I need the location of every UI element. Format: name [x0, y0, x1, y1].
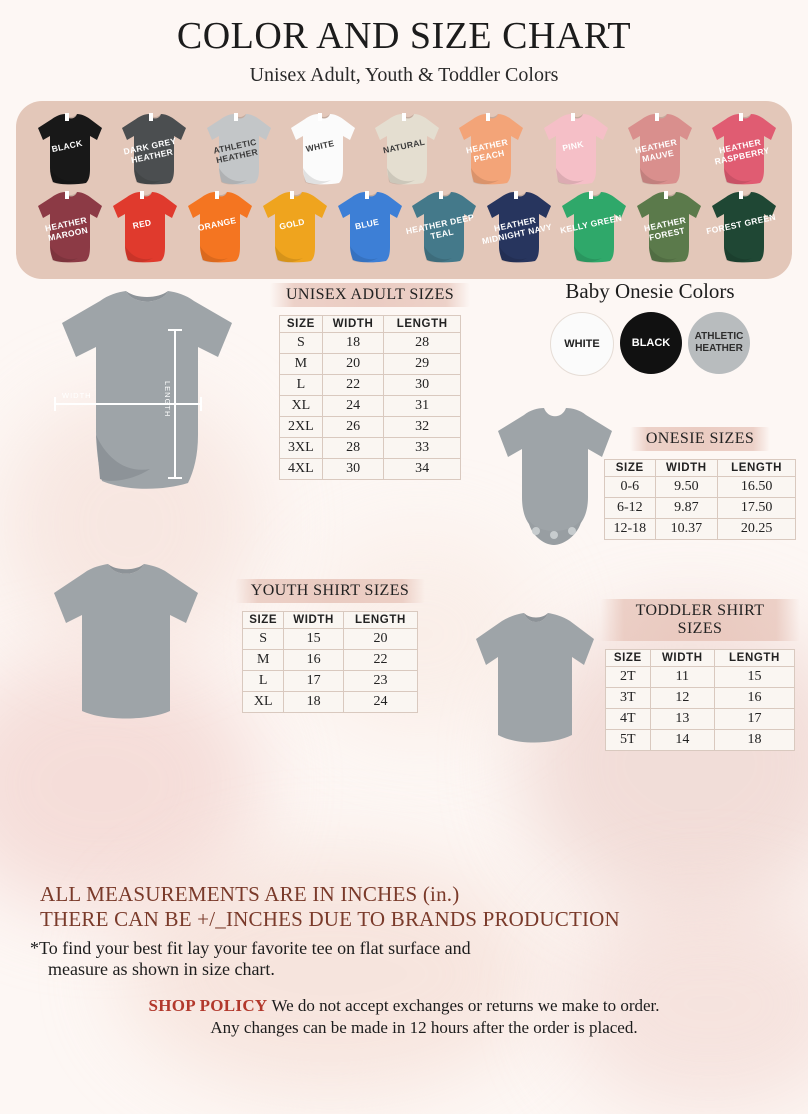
table-header-row: [605, 460, 796, 477]
table-row: [243, 692, 418, 713]
table-cell: 2T: [606, 667, 651, 688]
column-header: WIDTH: [650, 650, 714, 667]
table-row: [243, 671, 418, 692]
color-swatch-label: NATURAL: [382, 136, 426, 156]
onesie-color-swatch: ATHLETIC HEATHER: [688, 312, 750, 374]
color-swatch: [30, 189, 104, 265]
color-swatch: [283, 111, 357, 187]
table-cell: 9.87: [655, 498, 718, 519]
color-swatch: [704, 111, 778, 187]
table-cell: 20.25: [718, 519, 796, 540]
color-swatch-label: FOREST GREEN: [705, 211, 777, 237]
table-cell: 22: [343, 650, 417, 671]
page-title: COLOR AND SIZE CHART: [176, 15, 632, 57]
color-swatch: [180, 189, 254, 265]
table-cell: 20: [343, 629, 417, 650]
table-cell: 30: [322, 459, 384, 480]
table-row: [606, 688, 795, 709]
table-row: [280, 417, 461, 438]
table-row: [280, 354, 461, 375]
table-cell: 4T: [606, 709, 651, 730]
youth-section: [0, 569, 808, 789]
table-cell: M: [280, 354, 323, 375]
table-row: [280, 396, 461, 417]
note-tolerance: THERE CAN BE +/_INCHES DUE TO BRANDS PRODUCTION: [40, 907, 620, 931]
adult-sizes-title: UNISEX ADULT SIZES: [262, 283, 478, 307]
color-swatch: [451, 111, 525, 187]
table-cell: 3T: [606, 688, 651, 709]
column-header: SIZE: [605, 460, 656, 477]
color-swatch: [479, 189, 553, 265]
youth-sizes-table: [242, 611, 418, 713]
youth-tee-illustration: [22, 559, 222, 754]
table-cell: 16: [284, 650, 344, 671]
color-row-1: [24, 111, 784, 187]
table-header-row: [243, 612, 418, 629]
table-cell: 0-6: [605, 477, 656, 498]
table-cell: 2XL: [280, 417, 323, 438]
column-header: WIDTH: [284, 612, 344, 629]
table-cell: 3XL: [280, 438, 323, 459]
color-swatch-panel: [16, 101, 792, 279]
table-row: [280, 459, 461, 480]
table-cell: 11: [650, 667, 714, 688]
color-swatch: [367, 111, 441, 187]
table-row: [243, 650, 418, 671]
color-swatch: [199, 111, 273, 187]
shop-policy-text: We do not accept exchanges or returns we make to order.: [271, 996, 660, 1015]
column-header: LENGTH: [718, 460, 796, 477]
color-swatch: [704, 189, 778, 265]
table-cell: 24: [322, 396, 384, 417]
table-cell: 10.37: [655, 519, 718, 540]
table-cell: 17.50: [718, 498, 796, 519]
color-swatch: [554, 189, 628, 265]
color-swatch-label: BLACK: [50, 137, 84, 155]
table-cell: L: [280, 375, 323, 396]
note-fit-2: measure as shown in size chart.: [48, 959, 275, 979]
table-row: [605, 498, 796, 519]
onesie-colors-title: Baby Onesie Colors: [565, 279, 735, 303]
size-chart-page: [0, 14, 808, 1094]
table-cell: 13: [650, 709, 714, 730]
color-swatch: [255, 189, 329, 265]
table-cell: S: [280, 333, 323, 354]
column-header: LENGTH: [714, 650, 794, 667]
table-cell: 30: [384, 375, 461, 396]
color-swatch-label: DARK GREY HEATHER: [122, 135, 178, 166]
table-row: [243, 629, 418, 650]
table-row: [280, 438, 461, 459]
table-header-row: [606, 650, 795, 667]
column-header: SIZE: [606, 650, 651, 667]
table-cell: 15: [714, 667, 794, 688]
table-row: [606, 667, 795, 688]
table-cell: 9.50: [655, 477, 718, 498]
color-swatch-label: HEATHER MIDNIGHT NAVY: [481, 214, 554, 247]
table-cell: 15: [284, 629, 344, 650]
table-row: [605, 477, 796, 498]
adult-sizes-table: [279, 315, 461, 480]
table-cell: 31: [384, 396, 461, 417]
color-swatch-label: PINK: [560, 138, 585, 154]
table-cell: 17: [714, 709, 794, 730]
table-cell: 34: [384, 459, 461, 480]
table-row: [280, 375, 461, 396]
table-cell: XL: [243, 692, 284, 713]
color-swatch-label: ATHLETIC HEATHER: [211, 136, 259, 166]
table-cell: 17: [284, 671, 344, 692]
column-header: WIDTH: [322, 316, 384, 333]
table-row: [280, 333, 461, 354]
table-cell: 18: [322, 333, 384, 354]
adult-section: [0, 279, 808, 569]
column-header: SIZE: [280, 316, 323, 333]
color-swatch: [330, 189, 404, 265]
table-row: [606, 709, 795, 730]
onesie-sizes-title: ONESIE SIZES: [600, 427, 800, 451]
note-measurements: ALL MEASUREMENTS ARE IN INCHES (in.): [40, 882, 460, 906]
table-cell: L: [243, 671, 284, 692]
color-swatch-label: BLUE: [353, 216, 380, 232]
table-cell: 6-12: [605, 498, 656, 519]
color-swatch: [620, 111, 694, 187]
table-cell: S: [243, 629, 284, 650]
onesie-sizes-table: [604, 459, 796, 540]
color-swatch-label: WHITE: [304, 138, 335, 154]
color-swatch-label: HEATHER RASPBERRY: [713, 136, 771, 167]
toddler-tee-illustration: [452, 609, 612, 764]
color-swatch-label: ORANGE: [196, 215, 237, 233]
shop-policy: [0, 996, 808, 1038]
table-cell: 12-18: [605, 519, 656, 540]
table-header-row: [280, 316, 461, 333]
toddler-sizes-table: [605, 649, 795, 751]
color-swatch-label: HEATHER MAUVE: [633, 136, 678, 165]
toddler-sizes-title: TODDLER SHIRT SIZES: [600, 599, 800, 641]
table-cell: XL: [280, 396, 323, 417]
table-cell: 22: [322, 375, 384, 396]
youth-sizes-title: YOUTH SHIRT SIZES: [222, 579, 438, 603]
table-cell: 28: [384, 333, 461, 354]
width-label: WIDTH: [62, 391, 92, 400]
table-cell: 16: [714, 688, 794, 709]
adult-tee-illustration: [22, 285, 272, 515]
table-cell: 18: [714, 730, 794, 751]
length-label: LENGTH: [163, 381, 172, 418]
table-row: [605, 519, 796, 540]
column-header: WIDTH: [655, 460, 718, 477]
color-swatch-label: HEATHER MAROON: [44, 214, 89, 243]
table-cell: 24: [343, 692, 417, 713]
shop-policy-label: SHOP POLICY: [148, 996, 268, 1015]
color-swatch: [114, 111, 188, 187]
table-cell: 33: [384, 438, 461, 459]
table-cell: 4XL: [280, 459, 323, 480]
color-swatch-label: HEATHER PEACH: [465, 136, 510, 165]
table-cell: 26: [322, 417, 384, 438]
color-swatch: [30, 111, 104, 187]
table-cell: 12: [650, 688, 714, 709]
color-swatch: [105, 189, 179, 265]
column-header: SIZE: [243, 612, 284, 629]
color-swatch: [404, 189, 478, 265]
table-cell: 20: [322, 354, 384, 375]
color-swatch: [536, 111, 610, 187]
table-cell: 28: [322, 438, 384, 459]
onesie-color-swatch: BLACK: [620, 312, 682, 374]
table-cell: 32: [384, 417, 461, 438]
color-swatch-label: HEATHER DEEP TEAL: [405, 211, 476, 242]
color-swatch-label: RED: [131, 217, 153, 231]
onesie-colors-block: [505, 279, 795, 376]
page-subtitle: Unisex Adult, Youth & Toddler Colors: [249, 64, 559, 86]
table-cell: 16.50: [718, 477, 796, 498]
table-cell: M: [243, 650, 284, 671]
color-swatch-label: GOLD: [277, 216, 306, 232]
table-cell: 5T: [606, 730, 651, 751]
table-cell: 29: [384, 354, 461, 375]
onesie-color-swatch: WHITE: [550, 312, 614, 376]
shop-policy-text-2: Any changes can be made in 12 hours after the order is placed.: [210, 1018, 638, 1037]
table-cell: 18: [284, 692, 344, 713]
table-row: [606, 730, 795, 751]
table-cell: 14: [650, 730, 714, 751]
note-fit-1: *To find your best fit lay your favorite tee on flat surface and: [30, 938, 471, 958]
color-swatch-label: HEATHER FOREST: [643, 214, 687, 243]
color-swatch: [629, 189, 703, 265]
column-header: LENGTH: [384, 316, 461, 333]
column-header: LENGTH: [343, 612, 417, 629]
notes-block: [0, 882, 808, 1038]
color-swatch-label: KELLY GREEN: [559, 212, 623, 236]
onesie-color-circles: [505, 312, 795, 376]
table-cell: 23: [343, 671, 417, 692]
color-row-2: [24, 189, 784, 265]
